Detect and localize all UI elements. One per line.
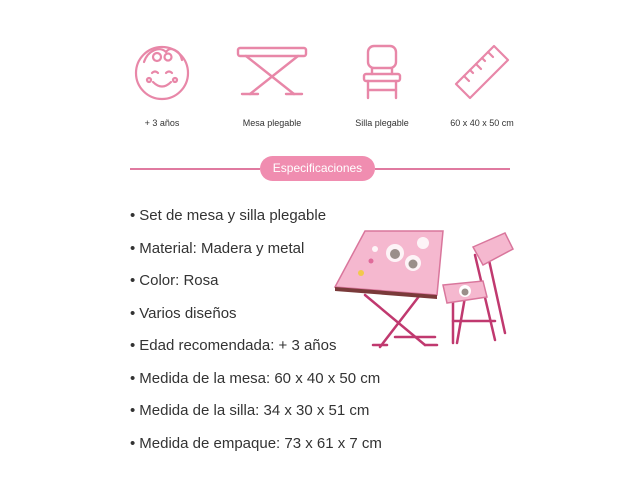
spec-item: • Set de mesa y silla plegable	[130, 206, 382, 239]
spec-item: • Material: Madera y metal	[130, 239, 382, 272]
feature-age	[107, 40, 217, 104]
product-image	[325, 225, 525, 360]
divider-right	[375, 168, 510, 170]
feature-label-table: Mesa plegable	[242, 118, 302, 128]
spec-item: • Color: Rosa	[130, 271, 382, 304]
spec-item: • Medida de la silla: 34 x 30 x 51 cm	[130, 401, 382, 434]
section-title: Especificaciones	[260, 156, 375, 181]
table-chair-illustration	[325, 225, 525, 355]
spec-item: • Medida de la mesa: 60 x 40 x 50 cm	[130, 369, 382, 402]
folding-table-icon	[232, 40, 312, 104]
feature-label-age: + 3 años	[144, 118, 180, 128]
chair-icon	[350, 40, 414, 104]
feature-table	[217, 40, 327, 104]
feature-label-chair: Silla plegable	[355, 118, 409, 128]
child-face-icon	[130, 40, 194, 104]
feature-chair	[327, 40, 437, 104]
spec-item: • Medida de empaque: 73 x 61 x 7 cm	[130, 434, 382, 467]
spec-item: • Varios diseños	[130, 304, 382, 337]
ruler-icon	[450, 40, 514, 104]
divider-left	[130, 168, 260, 170]
feature-size	[427, 40, 537, 104]
spec-item: • Edad recomendada: + 3 años	[130, 336, 382, 369]
feature-label-size: 60 x 40 x 50 cm	[450, 118, 514, 128]
